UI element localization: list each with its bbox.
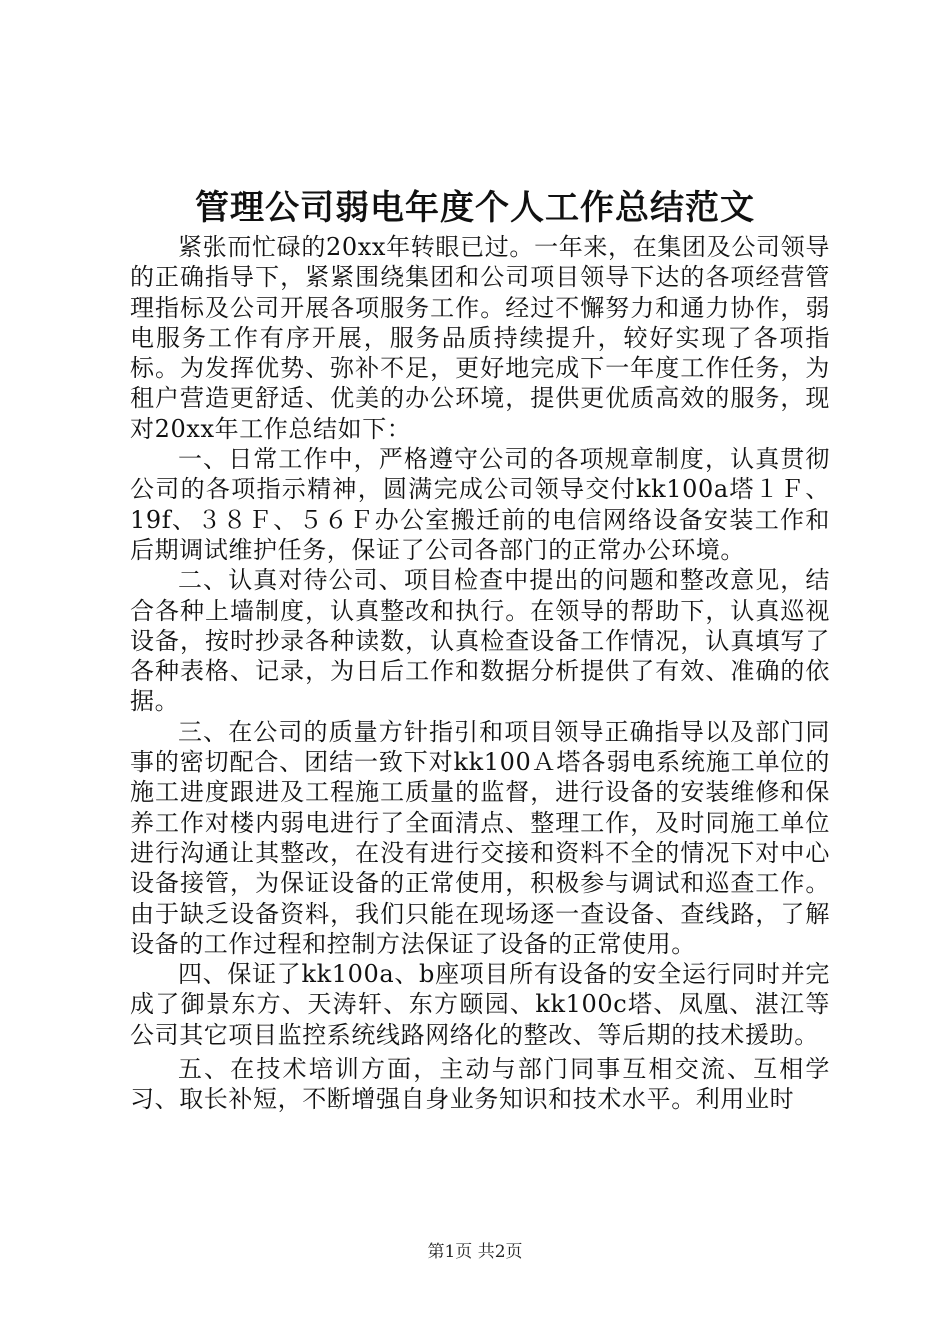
paragraph-item-4: 四、保证了kk100a、b座项目所有设备的安全运行同时并完成了御景东方、天涛轩、东方颐园、kk100c塔、凤凰、湛江等公司其它项目监控系统线路网络化的整改、等后期的技术援助。 bbox=[130, 960, 830, 1049]
page-footer: 第1页 共2页 bbox=[427, 1242, 523, 1262]
paragraph-item-2: 二、认真对待公司、项目检查中提出的问题和整改意见，结合各种上墙制度，认真整改和执行。在领导的帮助下，认真巡视设备，按时抄录各种读数，认真检查设备工作情况，认真填写了各种表格、记录，为日后工作和数据分析提供了有效、准确的依据。 bbox=[130, 566, 830, 716]
document-title: 管理公司弱电年度个人工作总结范文 bbox=[195, 188, 755, 228]
paragraph-item-1: 一、日常工作中，严格遵守公司的各项规章制度，认真贯彻公司的各项指示精神，圆满完成公司领导交付kk100a塔１Ｆ、19f、３８Ｆ、５６Ｆ办公室搬迁前的电信网络设备安装工作和后期调试维护任务，保证了公司各部门的正常办公环境。 bbox=[130, 445, 830, 564]
paragraph-intro: 紧张而忙碌的20xx年转眼已过。一年来，在集团及公司领导的正确指导下，紧紧围绕集团和公司项目领导下达的各项经营管理指标及公司开展各项服务工作。经过不懈努力和通力协作，弱电服务工作有序开展，服务品质持续提升，较好实现了各项指标。为发挥优势、弥补不足，更好地完成下一年度工作任务，为租户营造更舒适、优美的办公环境，提供更优质高效的服务，现对20xx年工作总结如下： bbox=[130, 233, 830, 443]
document-body bbox=[130, 232, 830, 1115]
paragraph-item-5: 五、在技术培训方面，主动与部门同事互相交流、互相学习、取长补短，不断增强自身业务知识和技术水平。利用业时 bbox=[130, 1055, 830, 1114]
paragraph-item-3: 三、在公司的质量方针指引和项目领导正确指导以及部门同事的密切配合、团结一致下对kk100Ａ塔各弱电系统施工单位的施工进度跟进及工程施工质量的监督，进行设备的安装维修和保养工作对楼内弱电进行了全面清点、整理工作，及时同施工单位进行沟通让其整改，在没有进行交接和资料不全的情况下对中心设备接管，为保证设备的正常使用，积极参与调试和巡查工作。由于缺乏设备资料，我们只能在现场逐一查设备、查线路，了解设备的工作过程和控制方法保证了设备的正常使用。 bbox=[130, 717, 830, 958]
